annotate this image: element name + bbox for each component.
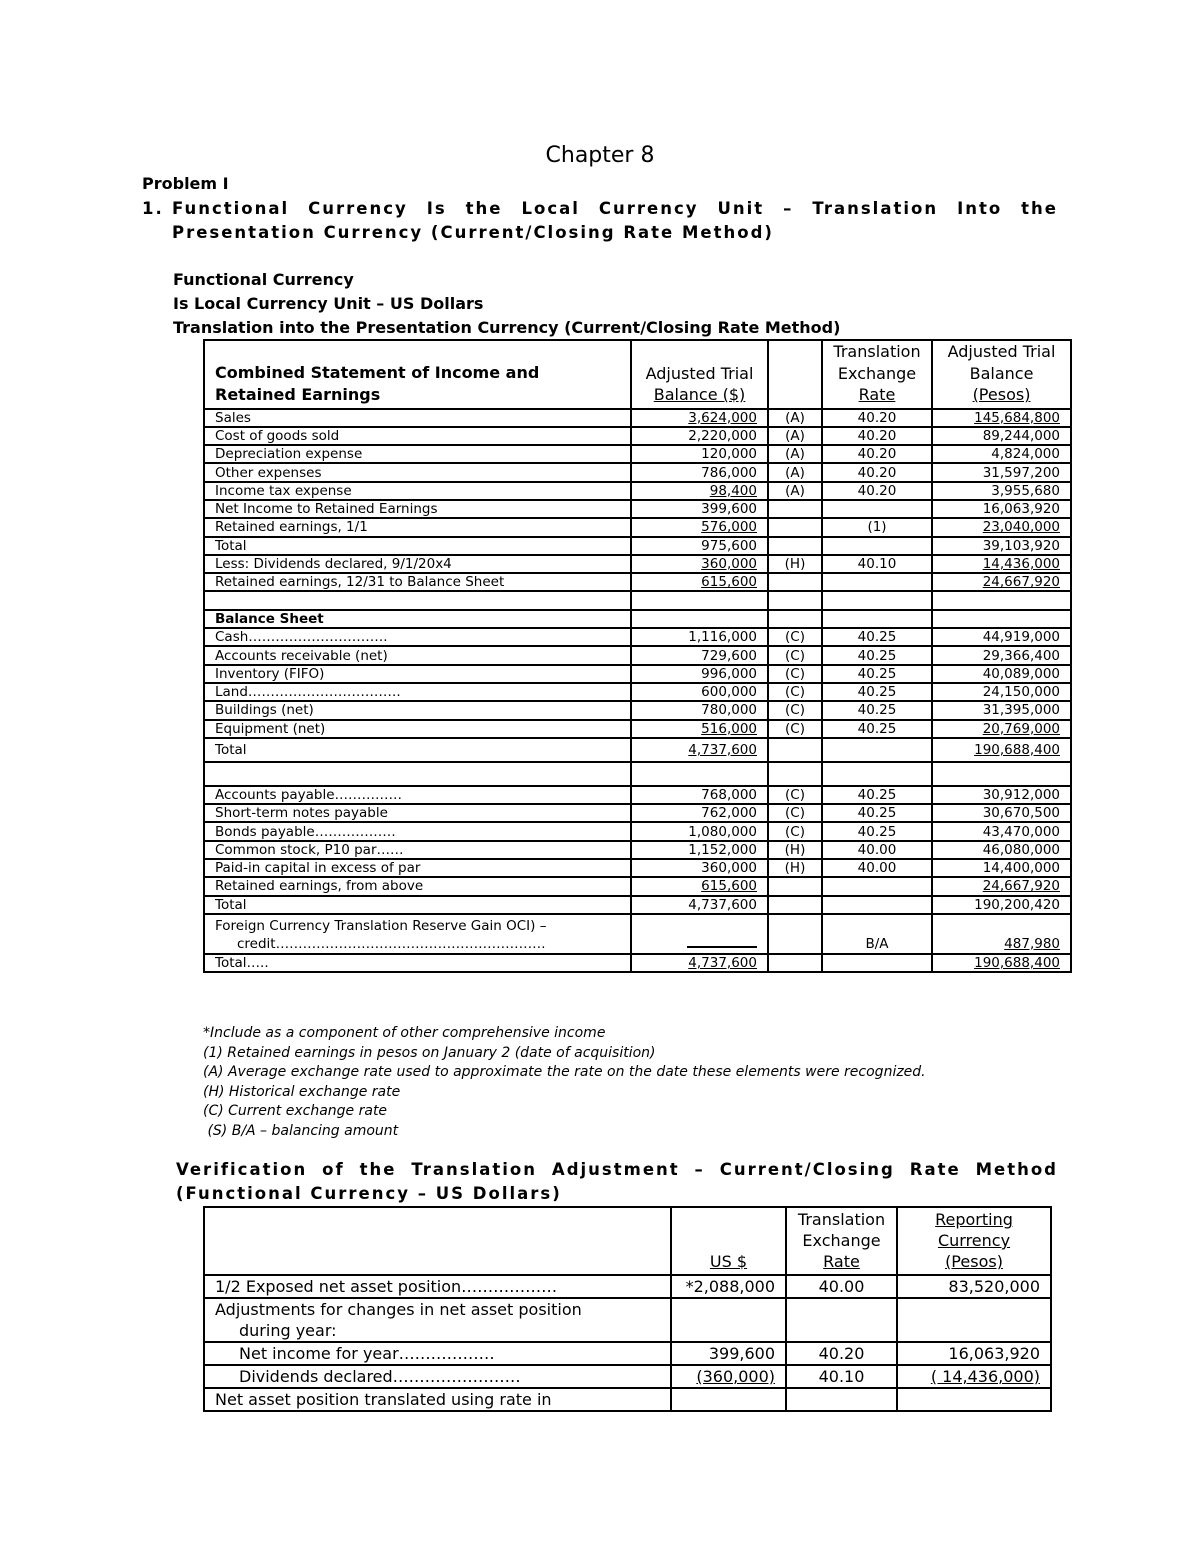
verification-label: Net income for year………………: [204, 1342, 671, 1365]
exchange-rate: 40.25: [822, 701, 932, 719]
row-label: Land…………………………….: [204, 683, 631, 701]
exchange-rate: 40.25: [822, 683, 932, 701]
table-row: [204, 591, 1071, 609]
pesos-amount: [932, 762, 1071, 786]
rate-code: (A): [768, 463, 822, 481]
rate-code: [768, 573, 822, 591]
verification-pesos: [897, 1298, 1051, 1342]
table-row: [204, 427, 1071, 445]
row-label: [204, 591, 631, 609]
usd-amount: 600,000: [631, 683, 768, 701]
exchange-rate: 40.20: [822, 445, 932, 463]
table-row: [204, 500, 1071, 518]
rate-header-cell: [822, 340, 932, 409]
verification-usd: [671, 1298, 786, 1342]
exchange-rate: 40.00: [822, 841, 932, 859]
usd-amount: 360,000: [631, 859, 768, 877]
pesos-amount: 89,244,000: [932, 427, 1071, 445]
exchange-rate: 40.20: [822, 409, 932, 427]
exchange-rate: [822, 738, 932, 762]
exchange-rate: [822, 573, 932, 591]
exchange-rate: 40.20: [822, 482, 932, 500]
code-header-cell: [768, 340, 822, 409]
verification-table: [203, 1206, 1052, 1412]
row-label: Cash………………………….: [204, 628, 631, 646]
usd-amount: [631, 409, 768, 427]
rate-code: (H): [768, 859, 822, 877]
reserve-rate-cell: B/A: [822, 914, 932, 954]
row-label: Bonds payable………………: [204, 822, 631, 840]
reserve-label-cell: [204, 914, 631, 954]
usd-amount-value: 615,600: [701, 878, 757, 895]
usd-amount: [631, 591, 768, 609]
verification-usd-header: [671, 1207, 786, 1275]
row-label: Less: Dividends declared, 9/1/20x4: [204, 555, 631, 573]
table-row: [204, 841, 1071, 859]
verification-row: [204, 1275, 1051, 1298]
pesos-amount-value: 145,684,800: [974, 409, 1060, 426]
rate-code: [768, 762, 822, 786]
usd-amount: [631, 610, 768, 628]
table-row: [204, 665, 1071, 683]
row-label: Other expenses: [204, 463, 631, 481]
table-row: [204, 877, 1071, 895]
pesos-header-line1: Adjusted Trial: [947, 342, 1056, 361]
pesos-amount: [932, 555, 1071, 573]
usd-header-line2: Balance ($): [653, 385, 746, 404]
verification-pesos-header-line2: Currency: [937, 1231, 1011, 1250]
final-total-row: [204, 954, 1071, 972]
verification-rate-header: [786, 1207, 897, 1275]
pesos-amount: 190,200,420: [932, 896, 1071, 914]
pesos-amount-value: 23,040,000: [982, 519, 1060, 536]
problem-heading: [142, 197, 1058, 245]
usd-amount: 768,000: [631, 786, 768, 804]
rate-code: (A): [768, 427, 822, 445]
pesos-amount: [932, 610, 1071, 628]
exchange-rate: 40.25: [822, 720, 932, 738]
problem-number: 1.: [142, 199, 164, 218]
final-total-usd: 4,737,600: [688, 955, 757, 972]
verification-label: Dividends declared……………………: [204, 1365, 671, 1388]
exchange-rate: [822, 610, 932, 628]
exchange-rate: [822, 896, 932, 914]
table-row: [204, 518, 1071, 536]
rate-code: [768, 877, 822, 895]
rate-header-line2: Exchange: [837, 363, 917, 383]
exchange-rate: 40.25: [822, 628, 932, 646]
final-total-code-cell: [768, 954, 822, 972]
table-row: [204, 555, 1071, 573]
table1-heading-line1: Functional Currency: [173, 270, 354, 289]
pesos-amount-value: 24,667,920: [982, 878, 1060, 895]
exchange-rate: (1): [822, 518, 932, 536]
table-row: [204, 463, 1071, 481]
pesos-amount: 46,080,000: [932, 841, 1071, 859]
table-row: [204, 537, 1071, 555]
pesos-amount-value: 190,688,400: [974, 741, 1060, 758]
verification-label-header: [204, 1207, 671, 1275]
table-row: [204, 896, 1071, 914]
footnote: (C) Current exchange rate: [203, 1103, 388, 1119]
pesos-header-line2: Balance: [969, 363, 1034, 383]
rate-code: (C): [768, 720, 822, 738]
verification-row: [204, 1298, 1051, 1342]
verification-label-line1: Adjustments for changes in net asset position: [215, 1300, 582, 1319]
verification-pesos: 16,063,920: [897, 1342, 1051, 1365]
pesos-amount: 16,063,920: [932, 500, 1071, 518]
verification-usd: *2,088,000: [671, 1275, 786, 1298]
reserve-pesos-value: 487,980: [1004, 935, 1060, 952]
rate-code: (C): [768, 683, 822, 701]
table-row: [204, 573, 1071, 591]
pesos-amount: 3,955,680: [932, 482, 1071, 500]
row-label: [204, 762, 631, 786]
footnotes: [203, 1024, 926, 1141]
usd-amount: 399,600: [631, 500, 768, 518]
footnote: (S) B/A – balancing amount: [203, 1122, 399, 1139]
rate-code: (C): [768, 665, 822, 683]
verification-usd: [671, 1388, 786, 1411]
pesos-amount: [932, 591, 1071, 609]
verification-pesos-header-line3: (Pesos): [945, 1252, 1003, 1271]
table-row: [204, 482, 1071, 500]
statement-title-line2: Retained Earnings: [215, 384, 381, 404]
verification-label: Net asset position translated using rate in: [204, 1388, 671, 1411]
pesos-amount: 24,150,000: [932, 683, 1071, 701]
verification-row: [204, 1388, 1051, 1411]
usd-header-line1: Adjusted Trial: [645, 363, 754, 383]
rate-code: [768, 610, 822, 628]
pesos-amount: 31,395,000: [932, 701, 1071, 719]
footnote: *Include as a component of other comprehensive income: [203, 1025, 606, 1041]
table-row: [204, 628, 1071, 646]
footnote: (1) Retained earnings in pesos on January 2 (date of acquisition): [203, 1044, 656, 1061]
verification-usd-cell: [671, 1365, 786, 1388]
problem-label: Problem I: [142, 174, 229, 193]
rate-code: [768, 518, 822, 536]
row-label: Sales: [204, 409, 631, 427]
exchange-rate: 40.25: [822, 646, 932, 664]
pesos-amount: 4,824,000: [932, 445, 1071, 463]
table-row: [204, 822, 1071, 840]
pesos-amount: 44,919,000: [932, 628, 1071, 646]
row-label: Total: [204, 896, 631, 914]
verification-pesos-header: [897, 1207, 1051, 1275]
verification-pesos: 83,520,000: [897, 1275, 1051, 1298]
rate-code: [768, 738, 822, 762]
verification-heading: Verification of the Translation Adjustment – Current/Closing Rate Method (Functional Currency – US Dollars): [176, 1160, 1058, 1203]
usd-amount: [631, 720, 768, 738]
rate-code: (C): [768, 822, 822, 840]
row-label: Total: [204, 537, 631, 555]
pesos-amount: 29,366,400: [932, 646, 1071, 664]
exchange-rate: [822, 877, 932, 895]
verification-row: [204, 1365, 1051, 1388]
pesos-amount: [932, 573, 1071, 591]
pesos-amount: 14,400,000: [932, 859, 1071, 877]
usd-amount: 996,000: [631, 665, 768, 683]
final-total-pesos: 190,688,400: [974, 955, 1060, 972]
row-label: Short-term notes payable: [204, 804, 631, 822]
verification-header-row: [204, 1207, 1051, 1275]
usd-amount-value: 516,000: [701, 720, 757, 737]
statement-title-cell: [204, 340, 631, 409]
pesos-amount: 30,912,000: [932, 786, 1071, 804]
final-total-pesos-cell: [932, 954, 1071, 972]
exchange-rate: 40.00: [822, 859, 932, 877]
row-label: Retained earnings, 12/31 to Balance Sheet: [204, 573, 631, 591]
pesos-amount: 39,103,920: [932, 537, 1071, 555]
pesos-amount-value: 24,667,920: [982, 574, 1060, 591]
reserve-label-line1: Foreign Currency Translation Reserve Gain OCI) –: [215, 917, 547, 934]
pesos-header-cell: [932, 340, 1071, 409]
usd-amount: [631, 482, 768, 500]
rate-code: (A): [768, 482, 822, 500]
rate-header-line3: Rate: [858, 385, 896, 404]
row-label: Retained earnings, from above: [204, 877, 631, 895]
row-label: Retained earnings, 1/1: [204, 518, 631, 536]
usd-amount-value: 615,600: [701, 574, 757, 591]
pesos-amount: [932, 720, 1071, 738]
rate-code: (H): [768, 555, 822, 573]
verification-rate-header-line2: Exchange: [802, 1231, 881, 1250]
verification-label: 1/2 Exposed net asset position………………: [204, 1275, 671, 1298]
usd-amount: 120,000: [631, 445, 768, 463]
usd-amount: [631, 555, 768, 573]
row-label: Balance Sheet: [204, 610, 631, 628]
usd-amount: 975,600: [631, 537, 768, 555]
footnote: (A) Average exchange rate used to approximate the rate on the date these elements were recognized.: [203, 1064, 926, 1080]
exchange-rate: [822, 500, 932, 518]
rate-code: [768, 500, 822, 518]
exchange-rate: 40.25: [822, 665, 932, 683]
pesos-amount: 40,089,000: [932, 665, 1071, 683]
rate-code: (C): [768, 701, 822, 719]
rate-code: (C): [768, 628, 822, 646]
usd-amount-value: 576,000: [701, 519, 757, 536]
rate-code: [768, 591, 822, 609]
table-row: [204, 701, 1071, 719]
usd-amount-value: 3,624,000: [688, 409, 757, 426]
pesos-amount: [932, 877, 1071, 895]
row-label: Cost of goods sold: [204, 427, 631, 445]
row-label: Equipment (net): [204, 720, 631, 738]
row-label: Buildings (net): [204, 701, 631, 719]
exchange-rate: 40.25: [822, 822, 932, 840]
table-row: [204, 409, 1071, 427]
pesos-header-line3: (Pesos): [972, 385, 1031, 404]
verification-rate: [786, 1298, 897, 1342]
usd-amount-value: 98,400: [709, 482, 757, 499]
verification-row: [204, 1342, 1051, 1365]
pesos-amount: [932, 409, 1071, 427]
table-row: [204, 762, 1071, 786]
rate-code: (A): [768, 409, 822, 427]
final-total-usd-cell: [631, 954, 768, 972]
verification-rate: 40.20: [786, 1342, 897, 1365]
table1-heading-line3: Translation into the Presentation Currency (Current/Closing Rate Method): [173, 318, 841, 337]
final-total-label: Total…..: [204, 954, 631, 972]
usd-header-cell: [631, 340, 768, 409]
verification-pesos: ( 14,436,000): [930, 1367, 1040, 1386]
verification-rate-header-line1: Translation: [797, 1210, 886, 1229]
rate-code: [768, 537, 822, 555]
exchange-rate: 40.25: [822, 804, 932, 822]
usd-amount-value: 360,000: [701, 556, 757, 573]
table-header-row: [204, 340, 1071, 409]
usd-amount: [631, 877, 768, 895]
verification-label: [204, 1298, 671, 1342]
verification-pesos-cell: [897, 1365, 1051, 1388]
row-label: Inventory (FIFO): [204, 665, 631, 683]
usd-amount: [631, 762, 768, 786]
reserve-pesos-cell: [932, 914, 1071, 954]
rate-header-line1: Translation: [833, 342, 921, 361]
reserve-code-cell: [768, 914, 822, 954]
verification-pesos-header-line1: Reporting: [935, 1210, 1013, 1229]
table-row: [204, 859, 1071, 877]
row-label: Accounts payable……………: [204, 786, 631, 804]
exchange-rate: 40.20: [822, 427, 932, 445]
rate-code: (C): [768, 646, 822, 664]
rate-code: [768, 896, 822, 914]
pesos-amount: 31,597,200: [932, 463, 1071, 481]
translation-table: [203, 339, 1072, 973]
usd-amount: 2,220,000: [631, 427, 768, 445]
chapter-title: Chapter 8: [545, 143, 655, 168]
row-label: Income tax expense: [204, 482, 631, 500]
verification-rate-header-line3: Rate: [823, 1252, 860, 1271]
verification-rate: 40.00: [786, 1275, 897, 1298]
usd-amount-value: 4,737,600: [688, 741, 757, 758]
verification-usd: (360,000): [696, 1367, 775, 1386]
verification-usd-header-text: US $: [709, 1252, 748, 1271]
table-row: [204, 683, 1071, 701]
table-row: [204, 646, 1071, 664]
pesos-amount: 30,670,500: [932, 804, 1071, 822]
row-label: Paid-in capital in excess of par: [204, 859, 631, 877]
exchange-rate: [822, 537, 932, 555]
usd-amount: 729,600: [631, 646, 768, 664]
footnote: (H) Historical exchange rate: [203, 1083, 401, 1100]
pesos-amount: [932, 738, 1071, 762]
pesos-amount: [932, 518, 1071, 536]
final-total-rate-cell: [822, 954, 932, 972]
rate-code: (C): [768, 804, 822, 822]
usd-amount: 1,152,000: [631, 841, 768, 859]
exchange-rate: 40.20: [822, 463, 932, 481]
usd-amount: [631, 518, 768, 536]
usd-amount: [631, 738, 768, 762]
problem-heading-text: Functional Currency Is the Local Currency Unit – Translation Into the Presentation Currency (Current/Closing Rate Method): [172, 199, 1058, 242]
verification-label-line2: during year:: [239, 1321, 337, 1340]
usd-amount: 762,000: [631, 804, 768, 822]
row-label: Depreciation expense: [204, 445, 631, 463]
usd-amount: 780,000: [631, 701, 768, 719]
table-row: [204, 738, 1071, 762]
exchange-rate: 40.25: [822, 786, 932, 804]
row-label: Common stock, P10 par……: [204, 841, 631, 859]
rate-code: (A): [768, 445, 822, 463]
row-label: Net Income to Retained Earnings: [204, 500, 631, 518]
table-row: [204, 610, 1071, 628]
statement-title-line1: Combined Statement of Income and: [215, 362, 540, 382]
row-label: Total: [204, 738, 631, 762]
pesos-amount: 43,470,000: [932, 822, 1071, 840]
table-row: [204, 720, 1071, 738]
usd-amount: 4,737,600: [631, 896, 768, 914]
rate-code: (C): [768, 786, 822, 804]
usd-amount: 1,116,000: [631, 628, 768, 646]
table-row: [204, 804, 1071, 822]
verification-rate: 40.10: [786, 1365, 897, 1388]
exchange-rate: 40.10: [822, 555, 932, 573]
reserve-label-line2: credit……………………………………………………: [237, 935, 546, 952]
row-label: Accounts receivable (net): [204, 646, 631, 664]
pesos-amount-value: 20,769,000: [982, 720, 1060, 737]
verification-pesos: [897, 1388, 1051, 1411]
usd-amount: [631, 573, 768, 591]
usd-amount: 786,000: [631, 463, 768, 481]
verification-rate: [786, 1388, 897, 1411]
reserve-row: [204, 914, 1071, 954]
pesos-amount-value: 14,436,000: [982, 556, 1060, 573]
verification-usd: 399,600: [671, 1342, 786, 1365]
table-row: [204, 445, 1071, 463]
reserve-usd-cell: [631, 914, 768, 954]
usd-amount: 1,080,000: [631, 822, 768, 840]
table1-heading-line2: Is Local Currency Unit – US Dollars: [173, 294, 484, 313]
exchange-rate: [822, 591, 932, 609]
table1-heading: [173, 268, 840, 340]
exchange-rate: [822, 762, 932, 786]
table-row: [204, 786, 1071, 804]
rate-code: (H): [768, 841, 822, 859]
